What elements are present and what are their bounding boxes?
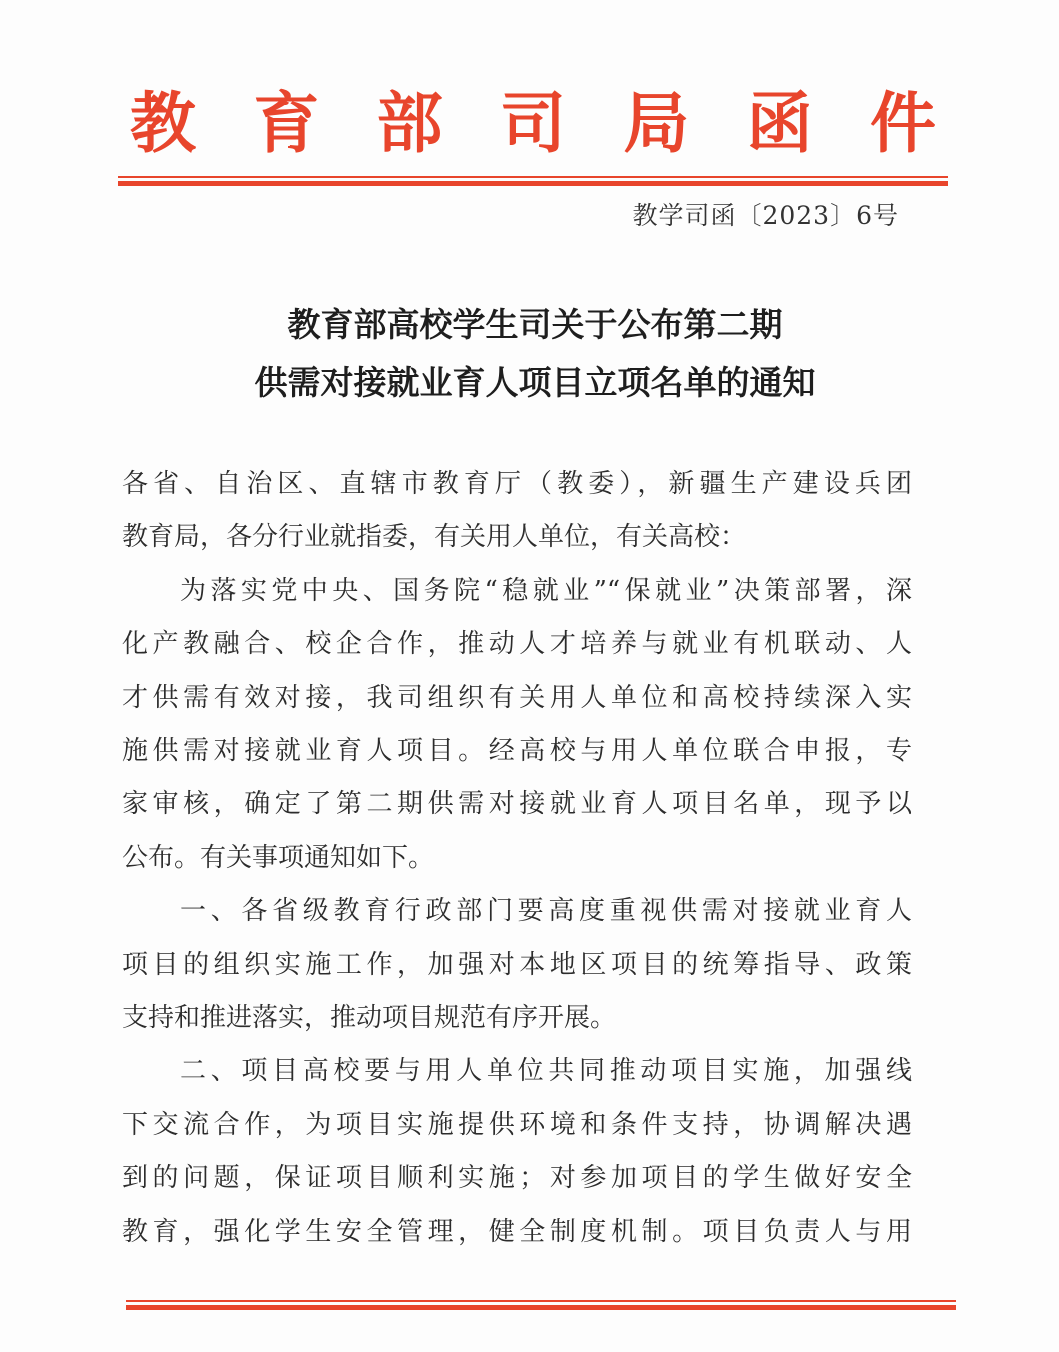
body-line: 下交流合作，为项目实施提供环境和条件支持，协调解决遇 [122, 1109, 912, 1140]
document-body [122, 458, 912, 1259]
masthead-title [118, 72, 948, 162]
masthead-char: 教 [130, 83, 196, 162]
body-line: 二、项目高校要与用人单位共同推动项目实施，加强线 [180, 1056, 912, 1087]
body-line: 项目的组织实施工作，加强对本地区项目的统筹指导、政策 [122, 949, 912, 980]
body-line: 支持和推进落实，推动项目规范有序开展。 [122, 1003, 617, 1034]
body-line: 公布。有关事项通知如下。 [122, 842, 435, 873]
masthead-char: 局 [623, 83, 690, 162]
masthead-char: 部 [376, 83, 443, 162]
body-line: 施供需对接就业育人项目。经高校与用人单位联合申报，专 [122, 736, 912, 767]
body-line: 才供需有效对接，我司组织有关用人单位和高校持续深入实 [122, 682, 912, 713]
paragraph-1 [122, 565, 912, 885]
body-line: 各省、自治区、直辖市教育厅（教委），新疆生产建设兵团 [122, 469, 912, 499]
body-line: 为落实党中央、国务院“稳就业”“保就业”决策部署，深 [180, 575, 912, 606]
body-line: 化产教融合、校企合作，推动人才培养与就业有机联动、人 [122, 629, 912, 660]
masthead-red-rule [118, 176, 948, 186]
document-title [120, 296, 950, 412]
paragraph-3 [122, 1045, 912, 1259]
body-line: 到的问题，保证项目顺利实施；对参加项目的学生做好安全 [122, 1163, 912, 1194]
body-line: 家审核，确定了第二期供需对接就业育人项目名单，现予以 [122, 789, 912, 820]
title-line: 供需对接就业育人项目立项名单的通知 [254, 363, 816, 402]
body-line: 一、各省级教育行政部门要高度重视供需对接就业育人 [180, 896, 912, 927]
masthead-char: 函 [746, 83, 813, 162]
footer-red-rule [126, 1300, 956, 1310]
salutation [122, 458, 912, 565]
masthead-char: 件 [869, 83, 936, 162]
masthead-char: 司 [499, 83, 566, 162]
masthead-char: 育 [253, 83, 320, 162]
title-line: 教育部高校学生司关于公布第二期 [287, 305, 783, 344]
paragraph-2 [122, 885, 912, 1045]
document-number: 教学司函〔2023〕6号 [632, 201, 899, 230]
body-line: 教育，强化学生安全管理，健全制度机制。项目负责人与用 [122, 1216, 912, 1247]
body-line: 教育局，各分行业就指委，有关用人单位，有关高校： [122, 522, 747, 553]
